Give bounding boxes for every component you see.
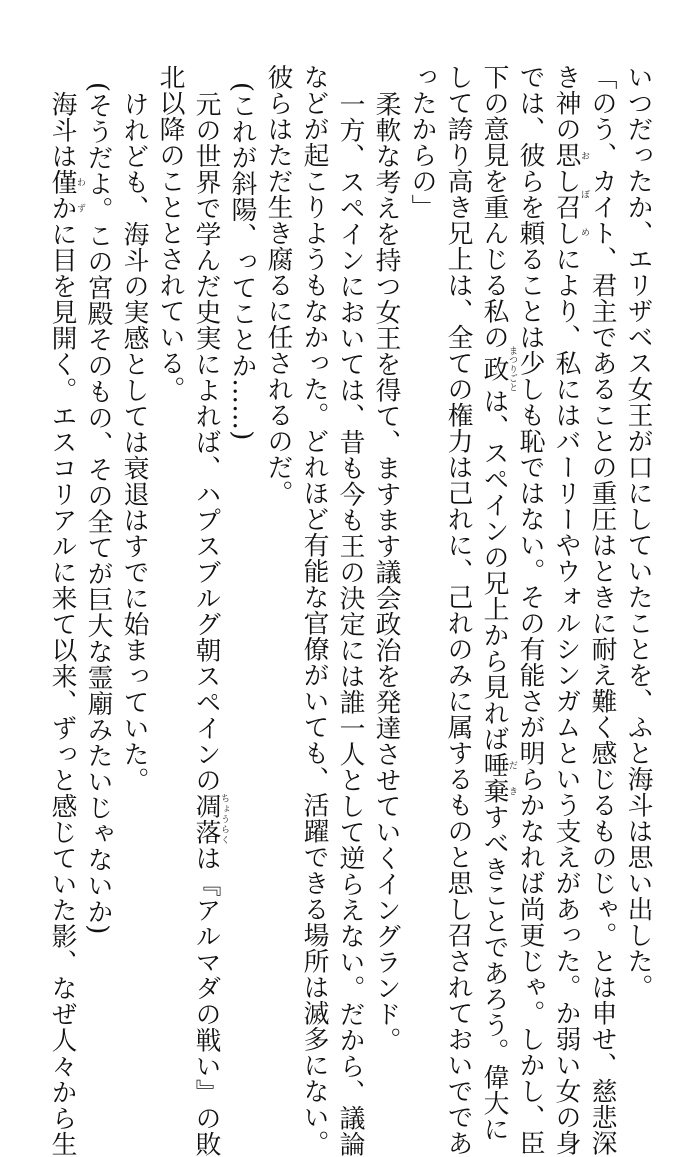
text-column: [120, 91, 147, 991]
text-column: [515, 64, 545, 1156]
text-column: [47, 91, 85, 1157]
text-column: [371, 91, 401, 1053]
ruby-chouraku: 凋落ちょうらく: [191, 793, 229, 845]
text-line: 「のう、カイト、君主であることの重圧はときに耐え難く感じるものじゃ。とは申せ、慈悲深: [587, 64, 617, 1156]
text-line: 海斗は僅かわずに目を見開く。エスコリアルに来て以来、ずっと感じていた影、なぜ人々から生: [47, 91, 85, 1157]
text-line: (これが斜陽、ってことか……): [227, 82, 257, 441]
ruby-daki: 唾棄だき: [479, 752, 517, 804]
ruby-oboshime: 思し召しおぼめ: [551, 142, 589, 246]
text-column: [191, 91, 229, 1157]
text-line: き神の思し召しおぼめにより、私にはバーリーやウォルシンガムという支えがあった。か弱い女の身: [551, 64, 589, 1156]
text-line: けれども、海斗の実感としては衰退はすでに始まっていた。: [119, 91, 149, 793]
text-column: [156, 64, 183, 964]
text-column: [264, 64, 291, 964]
text-column: [408, 64, 435, 964]
text-line: して誇り高き兄上は、全ての権力は己れに、己れのみに属するものと思し召されておいでであ: [443, 64, 473, 1156]
text-line: いつだったか、エリザベス女王が口にしていたことを、ふと海斗は思い出した。: [623, 64, 653, 1000]
text-line: 柔軟な考えを持つ女王を得て、ますます議会政治を発達させていくイングランド。: [371, 91, 401, 1053]
ruby-wazuka: 僅かわず: [47, 169, 85, 221]
text-line: (そうだよ。この宮殿そのもの、その全てが巨大な霊廟みたいじゃないか): [83, 82, 113, 935]
text-line: 彼らはただ生き腐るに任されるのだ。: [263, 64, 293, 506]
text-column: [623, 64, 653, 1000]
text-line: 北以降のこととされている。: [155, 64, 185, 402]
text-column: [228, 82, 255, 982]
text-column: [299, 64, 329, 1156]
text-line: などが起こりようもなかった。どれほど有能な官僚がいても、活躍できる場所は滅多にない。: [299, 64, 329, 1156]
text-line: ったからの」: [407, 64, 437, 220]
text-column: [479, 64, 517, 1142]
text-column: [84, 82, 111, 982]
text-line: 一方、スペインにおいては、昔も今も王の決定には誰一人として逆らえない。だから、議論: [335, 91, 365, 1157]
ruby-matsurigoto: 政まつりごと: [479, 346, 517, 392]
text-column: [443, 64, 473, 1156]
text-line: 下の意見を重んじる私の政まつりごとは、スペインの兄上から見れば唾棄だきすべきことであろう。偉大に: [479, 64, 517, 1142]
text-line: では、彼らを頼ることは少しも恥ではない。その有能さが明らかなれば尚更じゃ。しかし、臣: [515, 64, 545, 1156]
text-column: [335, 91, 365, 1157]
text-line: 元の世界で学んだ史実によれば、ハプスブルグ朝スペインの凋落ちょうらくは『アルマダの戦い』の敗: [191, 91, 229, 1157]
text-column: [587, 64, 617, 1156]
text-column: [551, 64, 589, 1156]
